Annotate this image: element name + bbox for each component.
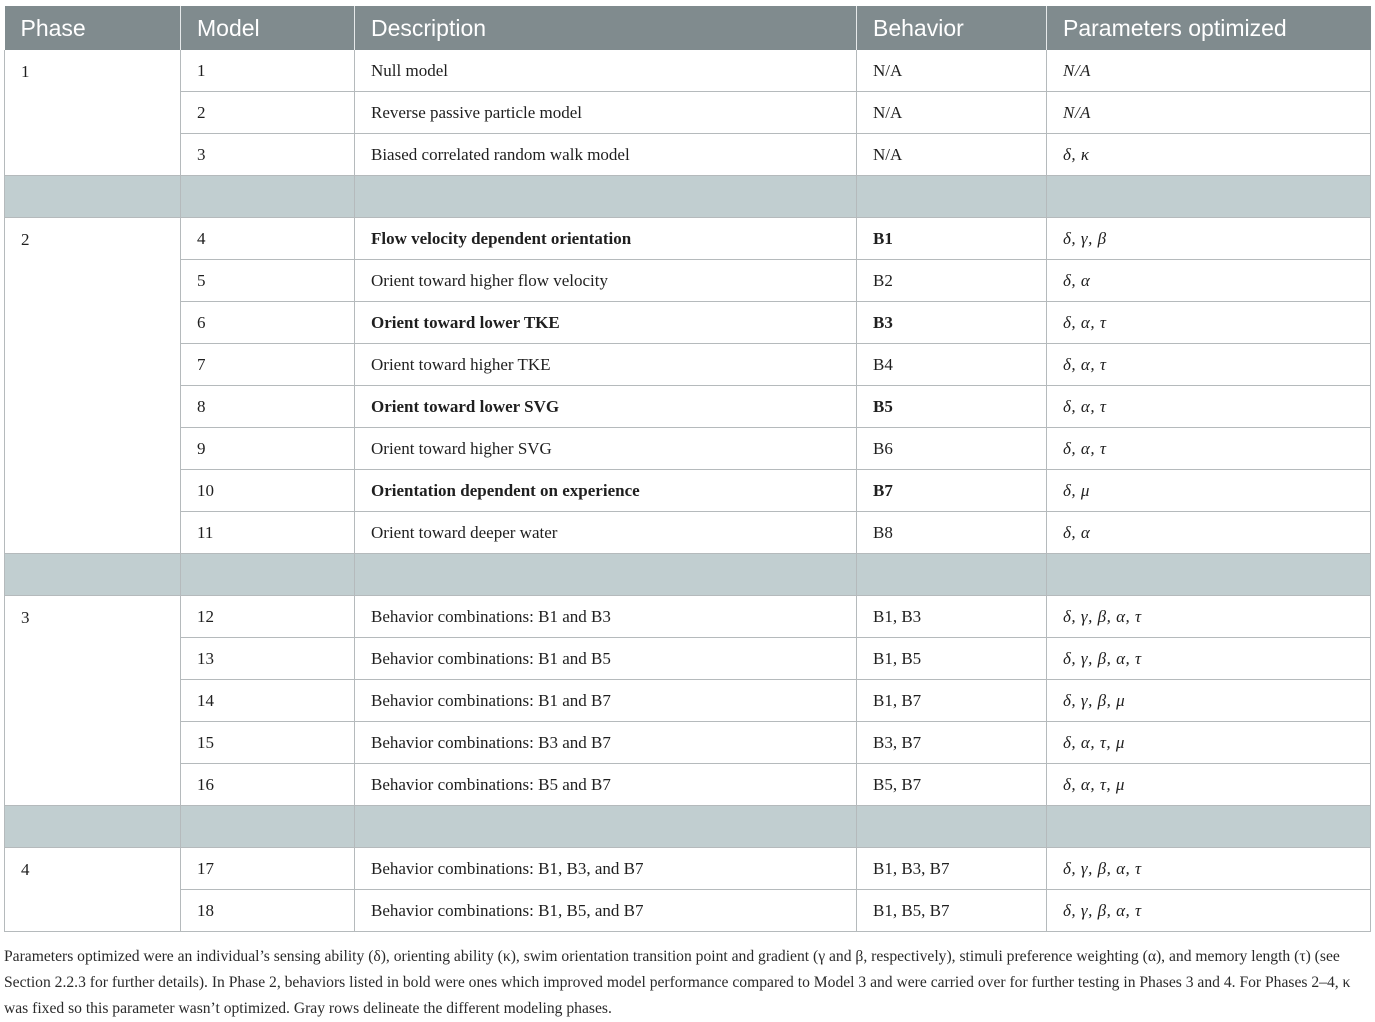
description-cell: Orient toward lower TKE [355,302,857,344]
separator-cell [5,554,181,596]
model-cell: 12 [181,596,355,638]
model-cell: 17 [181,848,355,890]
separator-cell [355,176,857,218]
parameters-cell: δ, γ, β [1047,218,1371,260]
behavior-cell: B1, B3, B7 [857,848,1047,890]
parameters-cell: δ, α, τ [1047,302,1371,344]
description-cell: Behavior combinations: B5 and B7 [355,764,857,806]
parameters-cell: δ, α [1047,260,1371,302]
model-cell: 3 [181,134,355,176]
separator-cell [181,806,355,848]
description-cell: Behavior combinations: B1 and B7 [355,680,857,722]
behavior-cell: B1, B7 [857,680,1047,722]
phase-cell: 4 [5,848,181,932]
description-cell: Behavior combinations: B1 and B5 [355,638,857,680]
description-cell: Behavior combinations: B1 and B3 [355,596,857,638]
description-cell: Orient toward higher SVG [355,428,857,470]
phase-separator-row [5,554,1371,596]
parameters-cell: δ, γ, β, μ [1047,680,1371,722]
behavior-cell: B1, B5 [857,638,1047,680]
phase-cell: 1 [5,50,181,176]
behavior-cell: B6 [857,428,1047,470]
parameters-cell: δ, α, τ [1047,344,1371,386]
behavior-cell: B7 [857,470,1047,512]
header-description: Description [355,6,857,50]
parameters-cell: δ, α, τ, μ [1047,722,1371,764]
description-cell: Behavior combinations: B1, B3, and B7 [355,848,857,890]
separator-cell [1047,176,1371,218]
parameters-cell: δ, α, τ [1047,428,1371,470]
description-cell: Null model [355,50,857,92]
table-row [5,596,1371,638]
parameters-cell: δ, κ [1047,134,1371,176]
separator-cell [1047,806,1371,848]
header-parameters: Parameters optimized [1047,6,1371,50]
model-cell: 11 [181,512,355,554]
table-row [5,638,1371,680]
description-cell: Orient toward higher TKE [355,344,857,386]
table-footnote: Parameters optimized were an individual’s sensing ability (δ), orienting ability (κ), swim orientation transition point and gradient (γ and β, respectively), stimuli preference weighting (α), and memory length (τ) (see Section 2.2.3 for further details). In Phase 2, behaviors listed in bold were ones which improved model performance compared to Model 3 and were carried over for further testing in Phases 3 and 4. For Phases 2–4, κ was fixed so this parameter wasn’t optimized. Gray rows delineate the different modeling phases. [4,948,1351,1017]
model-cell: 13 [181,638,355,680]
phase-separator-row [5,176,1371,218]
model-cell: 8 [181,386,355,428]
table-row [5,722,1371,764]
description-cell: Orient toward higher flow velocity [355,260,857,302]
model-cell: 14 [181,680,355,722]
model-cell: 10 [181,470,355,512]
parameters-cell: δ, γ, β, α, τ [1047,596,1371,638]
phase-separator-row [5,806,1371,848]
model-cell: 7 [181,344,355,386]
separator-cell [1047,554,1371,596]
table-row [5,764,1371,806]
table-row [5,218,1371,260]
model-cell: 1 [181,50,355,92]
separator-cell [181,176,355,218]
separator-cell [857,806,1047,848]
parameters-cell: δ, α, τ [1047,386,1371,428]
behavior-cell: B3, B7 [857,722,1047,764]
separator-cell [5,806,181,848]
table-row [5,386,1371,428]
behavior-cell: B2 [857,260,1047,302]
behavior-cell: B1, B5, B7 [857,890,1047,932]
behavior-cell: N/A [857,92,1047,134]
description-cell: Flow velocity dependent orientation [355,218,857,260]
header-model: Model [181,6,355,50]
separator-cell [181,554,355,596]
parameters-cell: N/A [1047,50,1371,92]
description-cell: Biased correlated random walk model [355,134,857,176]
separator-cell [857,554,1047,596]
model-cell: 5 [181,260,355,302]
behavior-cell: B3 [857,302,1047,344]
table-row [5,134,1371,176]
parameters-cell: δ, γ, β, α, τ [1047,638,1371,680]
phase-cell: 2 [5,218,181,554]
table-row [5,302,1371,344]
model-cell: 16 [181,764,355,806]
behavior-cell: B4 [857,344,1047,386]
behavior-cell: B5, B7 [857,764,1047,806]
model-cell: 9 [181,428,355,470]
table-row [5,470,1371,512]
description-cell: Orientation dependent on experience [355,470,857,512]
parameters-cell: N/A [1047,92,1371,134]
models-table [4,6,1371,932]
description-cell: Orient toward deeper water [355,512,857,554]
behavior-cell: N/A [857,134,1047,176]
header-phase: Phase [5,6,181,50]
behavior-cell: B8 [857,512,1047,554]
table-body [5,50,1371,932]
header-row [5,6,1371,50]
phase-cell: 3 [5,596,181,806]
table-container [4,6,1370,932]
parameters-cell: δ, γ, β, α, τ [1047,848,1371,890]
model-cell: 18 [181,890,355,932]
behavior-cell: B1 [857,218,1047,260]
model-cell: 6 [181,302,355,344]
table-row [5,428,1371,470]
parameters-cell: δ, α [1047,512,1371,554]
description-cell: Orient toward lower SVG [355,386,857,428]
model-cell: 2 [181,92,355,134]
header-behavior: Behavior [857,6,1047,50]
table-row [5,260,1371,302]
table-row [5,890,1371,932]
separator-cell [857,176,1047,218]
table-row [5,680,1371,722]
table-row [5,92,1371,134]
description-cell: Reverse passive particle model [355,92,857,134]
description-cell: Behavior combinations: B3 and B7 [355,722,857,764]
model-cell: 4 [181,218,355,260]
behavior-cell: B5 [857,386,1047,428]
behavior-cell: B1, B3 [857,596,1047,638]
parameters-cell: δ, γ, β, α, τ [1047,890,1371,932]
separator-cell [355,806,857,848]
table-row [5,512,1371,554]
model-cell: 15 [181,722,355,764]
parameters-cell: δ, α, τ, μ [1047,764,1371,806]
table-row [5,344,1371,386]
separator-cell [355,554,857,596]
table-row [5,50,1371,92]
table-row [5,848,1371,890]
behavior-cell: N/A [857,50,1047,92]
parameters-cell: δ, μ [1047,470,1371,512]
description-cell: Behavior combinations: B1, B5, and B7 [355,890,857,932]
separator-cell [5,176,181,218]
